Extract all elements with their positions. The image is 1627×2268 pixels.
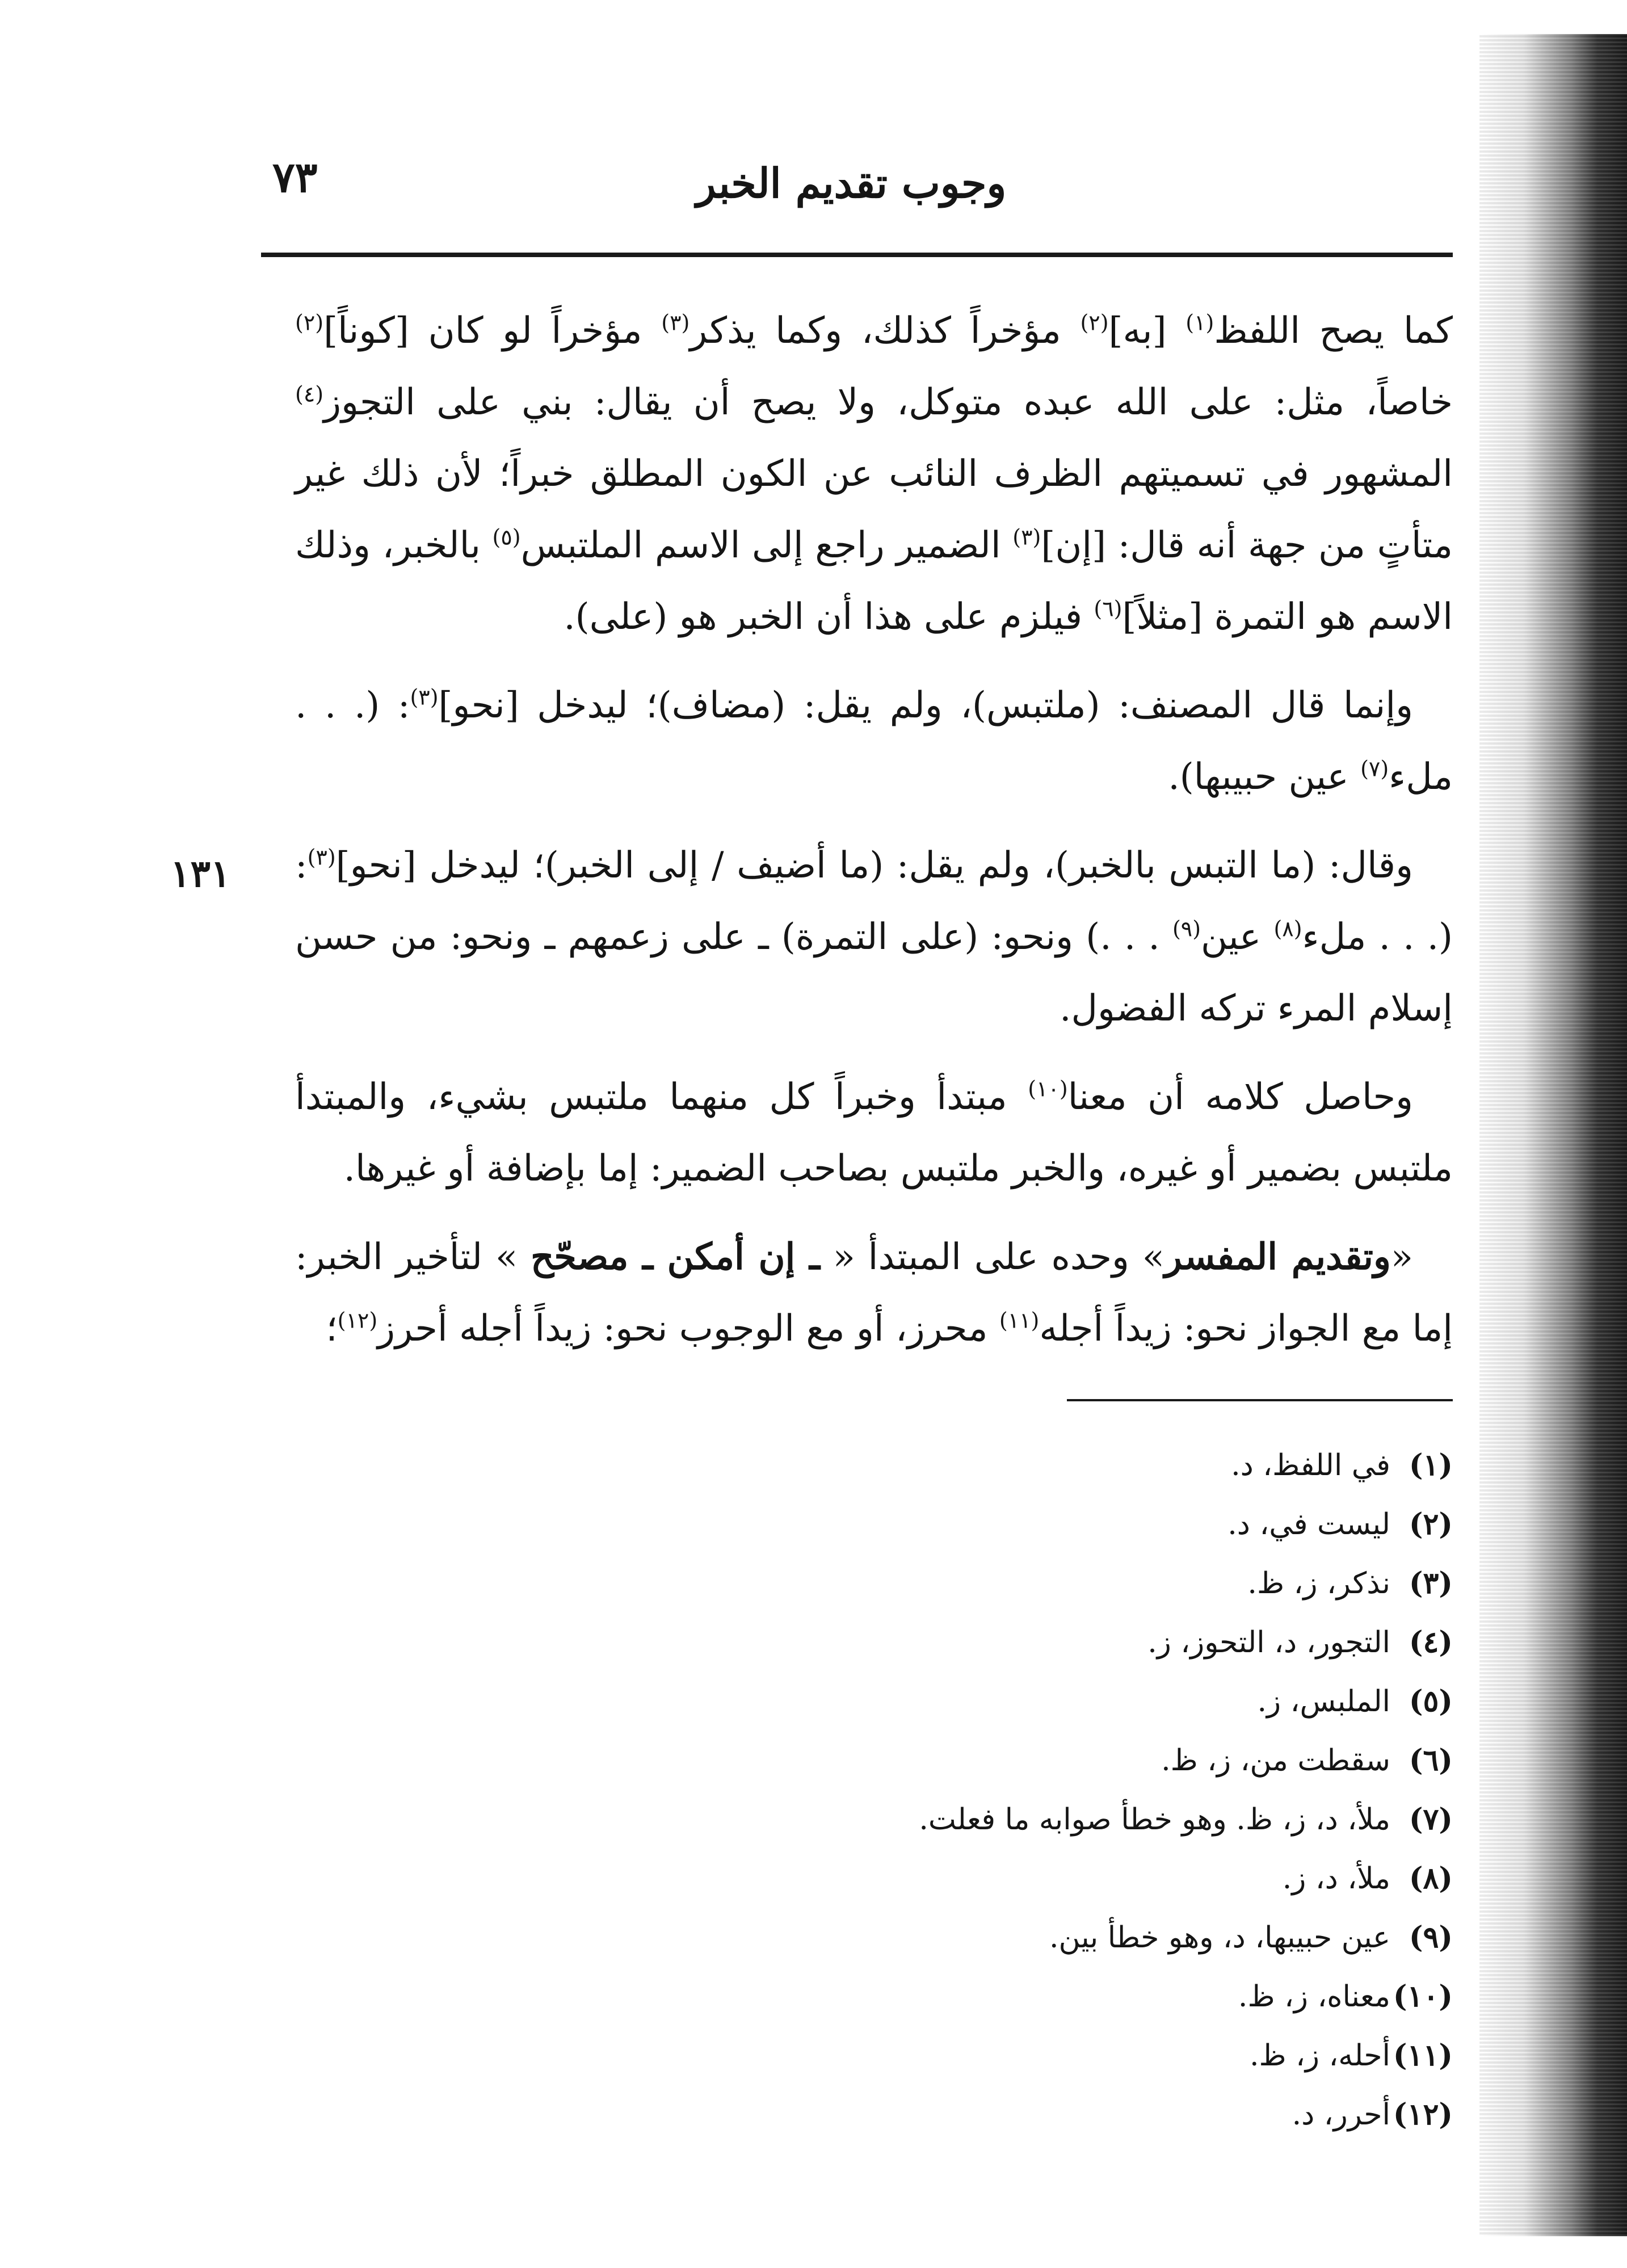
footnote-marker: (١٠) [1028,1076,1068,1102]
footnote-text: معناه، ز، ظ. [1238,1980,1390,2014]
footnote-item [511,2026,1453,2085]
footnote-number: (٥) [1409,1684,1453,1719]
text-run: وحاصل كلامه أن معنا [1067,1076,1414,1118]
footnote-item [511,1790,1453,1849]
text-run: المشهور في تسميتهم الظرف النائب عن الكون المطلق خبراً؛ لأن ذلك غير متأتٍ من جهة أنه قال: [إن] [295,453,1453,566]
footnote-text: نذكر، ز، ظ. [1247,1566,1390,1601]
text-run: فيلزم على هذا أن الخبر هو (على). [564,596,1094,638]
margin-manuscript-number: ١٣١ [170,851,231,896]
text-run: بالخبر، وذلك الاسم هو التمرة [مثلاً] [295,524,1453,638]
footnote-number: (١١) [1393,2038,1453,2073]
footnote-item [511,1613,1453,1672]
footnote-marker: (١١) [999,1308,1040,1333]
footnote-text: ملأ، د، ز. [1282,1862,1390,1896]
text-run: وقال: (ما التبس بالخبر)، ولم يقل: (ما أضيف / إلى الخبر)؛ ليدخل [نحو] [335,845,1413,887]
footnote-text: ليست في، د. [1227,1507,1390,1542]
footnote-text: أحرر، د. [1292,2098,1390,2132]
footnote-text: التجور، د، التحوز، ز. [1147,1626,1390,1660]
text-run: ؛ [326,1308,338,1350]
footnote-item [511,1672,1453,1731]
footnote-marker: (٣) [410,684,439,710]
footnote-marker: (٨) [1273,916,1302,942]
footnote-number: (٤) [1409,1625,1453,1660]
text-run: وإنما قال المصنف: (ملتبس)، ولم يقل: (مضاف)؛ ليدخل [نحو] [438,684,1414,726]
footnote-item [511,1849,1453,1908]
text-run: [به] [1108,310,1186,352]
text-run: كما يصح اللفظ [1214,310,1453,352]
page-number: ٧٣ [272,153,318,202]
footnote-marker: (٩) [1172,916,1201,942]
footnote-marker: (١٢) [337,1308,378,1333]
paragraph [295,670,1453,813]
footnote-item [511,2085,1453,2144]
bold-matn-text: ـ إن أمكن ـ مصحّح [530,1236,820,1278]
footnote-marker: (٤) [295,381,324,407]
text-run: » وحده على المبتدأ « [819,1236,1164,1278]
paragraph [295,1221,1453,1364]
text-run: خاصاً، مثل: على الله عبده متوكل، ولا يصح أن يقال: بني على التجوز [323,381,1453,423]
text-run: . . .) ونحو: (على التمرة) ـ على زعمهم ـ ونحو: من حسن إسلام المرء تركه الفضول. [295,916,1453,1030]
paragraph [295,295,1453,653]
text-run: عين حبيبها). [1168,756,1361,798]
text-run: عين [1201,916,1274,958]
footnote-text: أحله، ز، ظ. [1249,2039,1390,2073]
footnote-marker: (٧) [1360,756,1389,782]
footnote-item [511,1731,1453,1790]
footnotes-list [511,1436,1453,2144]
text-run: مؤخراً كذلك، وكما يذكر [690,310,1081,352]
text-run: « [1390,1236,1414,1278]
footnote-number: (١٢) [1393,2097,1453,2132]
footnote-marker: (٣) [307,845,336,870]
footnote-item [511,1554,1453,1613]
text-run: » لتأخير الخبر: إما مع الجواز نحو: زيداً أجله [295,1236,1453,1350]
scanned-binding-edge [1479,34,1627,2236]
footnote-item [511,1967,1453,2026]
footnote-number: (١٠) [1393,1979,1453,2014]
main-text [295,295,1453,1381]
footnote-item [511,1436,1453,1495]
text-run: محرز، أو مع الوجوب نحو: زيداً أجله أحرز [377,1308,999,1350]
footnote-number: (٣) [1409,1566,1453,1601]
footnote-marker: (٥) [492,524,521,550]
text-run: مؤخراً لو كان [كوناً] [323,310,662,352]
paragraph [295,830,1453,1044]
header-rule [261,253,1453,257]
text-run: : (. . . ملء [295,845,1453,958]
text-run: مبتدأ وخبراً كل منهما ملتبس بشيء، والمبتدأ ملتبس بضمير أو غيره، والخبر ملتبس بصاحب الضمير: إما بإضافة أو غيرها. [295,1076,1453,1190]
footnote-marker: (٣) [1012,524,1041,550]
footnote-number: (٨) [1409,1861,1453,1896]
footnote-rule [1067,1399,1453,1401]
text-run: الضمير راجع إلى الاسم الملتبس [520,524,1013,566]
footnote-marker: (٢) [295,310,324,335]
bold-matn-text: وتقديم المفسر [1164,1236,1391,1278]
footnote-text: ملأ، د، ز، ظ. وهو خطأ صوابه ما فعلت. [919,1803,1390,1837]
footnote-item [511,1908,1453,1967]
footnote-text: سقطت من، ز، ظ. [1161,1744,1390,1778]
footnote-number: (١) [1409,1448,1453,1482]
footnote-text: في اللفظ، د. [1231,1448,1390,1482]
footnote-number: (٢) [1409,1507,1453,1542]
footnote-number: (٩) [1409,1920,1453,1955]
text-run: : (. . . ملء [295,684,1453,798]
page-header [250,153,1453,233]
footnote-marker: (٦) [1094,596,1122,621]
footnote-number: (٧) [1409,1802,1453,1837]
footnote-marker: (٣) [661,310,690,335]
paragraph [295,1061,1453,1204]
footnote-text: عين حبيبها، د، وهو خطأ بين. [1049,1921,1390,1955]
footnote-marker: (١) [1185,310,1214,335]
footnote-marker: (٢) [1080,310,1109,335]
footnote-number: (٦) [1409,1743,1453,1778]
footnote-item [511,1495,1453,1554]
footnote-text: الملبس، ز. [1257,1685,1390,1719]
running-title: وجوب تقديم الخبر [696,159,1007,207]
